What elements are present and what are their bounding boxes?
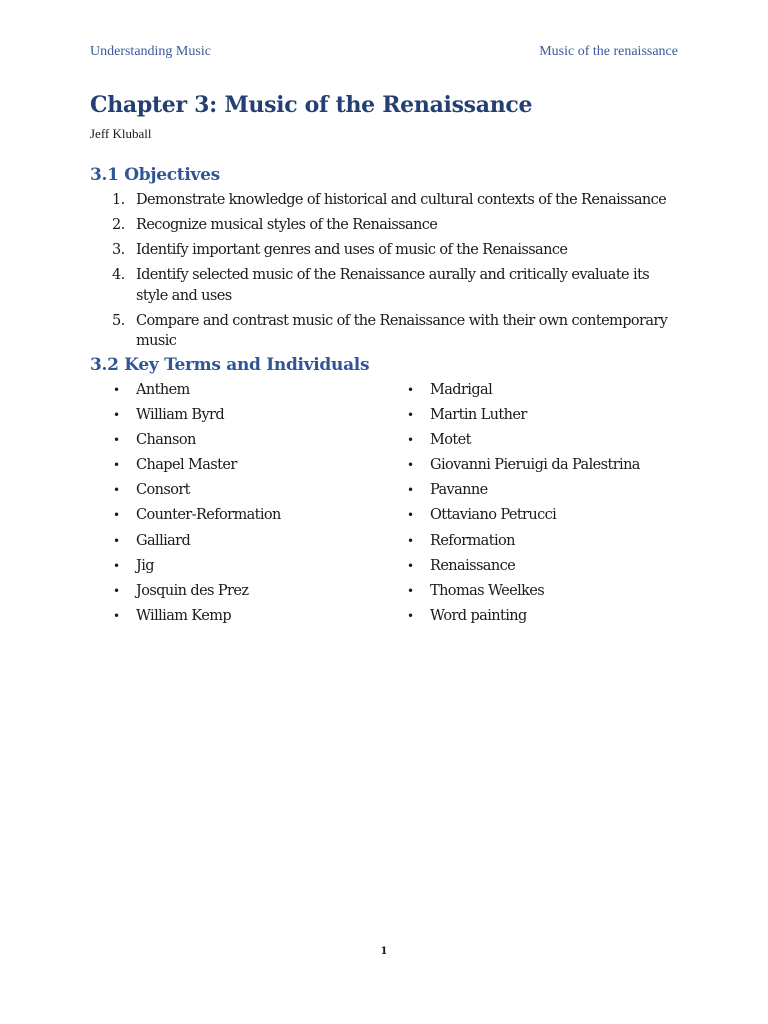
bullet-icon: • — [407, 508, 414, 523]
objective-item — [112, 265, 678, 306]
chapter-title: Chapter 3: Music of the Renaissance — [90, 92, 533, 118]
key-term-text: William Byrd — [136, 407, 225, 424]
key-term-text: Josquin des Prez — [136, 582, 249, 599]
bullet-icon: • — [113, 608, 120, 623]
key-term-text: Pavanne — [430, 482, 488, 499]
objective-text: Recognize musical styles of the Renaissance — [136, 217, 438, 233]
bullet-icon: • — [407, 458, 414, 473]
key-term-text: William Kemp — [136, 607, 232, 624]
key-term-text: Martin Luther — [430, 407, 527, 424]
key-term-item — [90, 430, 384, 450]
objectives-heading: 3.1 Objectives — [90, 165, 220, 185]
objective-item — [112, 240, 678, 261]
key-term-item — [384, 531, 678, 551]
objective-item — [112, 215, 678, 236]
bullet-icon: • — [407, 433, 414, 448]
key-term-item — [90, 480, 384, 500]
bullet-icon: • — [407, 383, 414, 397]
running-header — [90, 44, 678, 60]
key-terms-right-column — [384, 380, 678, 631]
bullet-icon: • — [113, 533, 120, 548]
key-term-text: Galliard — [136, 532, 191, 549]
key-term-text: Motet — [430, 432, 471, 449]
key-term-text: Chanson — [136, 432, 196, 449]
key-term-item — [90, 380, 384, 400]
objective-number: 1. — [112, 192, 125, 208]
bullet-icon: • — [407, 483, 414, 498]
key-term-text: Giovanni Pieruigi da Palestrina — [430, 457, 640, 474]
key-term-item — [90, 556, 384, 576]
key-term-text: Madrigal — [430, 382, 493, 398]
bullet-icon: • — [407, 608, 414, 623]
objective-number: 3. — [112, 242, 125, 258]
bullet-icon: • — [407, 558, 414, 573]
author-name: Jeff Kluball — [90, 126, 152, 141]
bullet-icon: • — [113, 383, 120, 397]
bullet-icon: • — [113, 408, 120, 423]
key-term-item — [384, 405, 678, 425]
bullet-icon: • — [113, 583, 120, 598]
objective-number: 4. — [112, 267, 125, 283]
key-term-text: Counter-Reformation — [136, 507, 281, 524]
bullet-icon: • — [113, 433, 120, 448]
key-term-text: Ottaviano Petrucci — [430, 507, 557, 524]
objective-item — [112, 311, 678, 352]
key-term-item — [90, 606, 384, 626]
key-term-text: Jig — [136, 557, 154, 574]
header-chapter-title: Music of the renaissance — [539, 44, 678, 59]
key-term-item — [384, 430, 678, 450]
key-term-text: Anthem — [136, 382, 190, 398]
objective-text: Compare and contrast music of the Renaissance with their own contemporary music — [136, 312, 668, 349]
objective-text: Demonstrate knowledge of historical and cultural contexts of the Renaissance — [136, 192, 667, 208]
objective-number: 2. — [112, 217, 125, 233]
key-term-item — [90, 531, 384, 551]
key-term-item — [384, 581, 678, 601]
key-term-text: Renaissance — [430, 557, 516, 574]
key-term-item — [384, 380, 678, 400]
key-term-item — [384, 455, 678, 475]
key-term-text: Thomas Weelkes — [430, 582, 545, 599]
objective-text: Identify important genres and uses of music of the Renaissance — [136, 242, 568, 258]
key-terms-left-column — [90, 380, 384, 631]
page-content — [90, 88, 678, 631]
key-term-item — [90, 455, 384, 475]
key-term-text: Chapel Master — [136, 457, 237, 474]
objective-text: Identify selected music of the Renaissance aurally and critically evaluate its style and uses — [136, 267, 650, 304]
key-term-text: Word painting — [430, 607, 527, 624]
key-term-item — [90, 505, 384, 525]
page-number: 1 — [380, 946, 388, 957]
header-book-title: Understanding Music — [90, 44, 211, 59]
bullet-icon: • — [407, 533, 414, 548]
key-term-item — [384, 556, 678, 576]
bullet-icon: • — [113, 483, 120, 498]
objectives-list — [90, 190, 678, 352]
key-term-item — [384, 606, 678, 626]
key-term-text: Consort — [136, 482, 190, 499]
key-term-text: Reformation — [430, 532, 515, 549]
bullet-icon: • — [407, 408, 414, 423]
key-term-item — [384, 505, 678, 525]
key-term-item — [90, 581, 384, 601]
bullet-icon: • — [113, 458, 120, 473]
bullet-icon: • — [407, 583, 414, 598]
objective-number: 5. — [112, 312, 125, 329]
key-terms-grid — [90, 380, 678, 631]
bullet-icon: • — [113, 508, 120, 523]
key-term-item — [90, 405, 384, 425]
key-term-item — [384, 480, 678, 500]
objective-item — [112, 190, 678, 211]
bullet-icon: • — [113, 558, 120, 573]
key-terms-heading: 3.2 Key Terms and Individuals — [90, 355, 370, 375]
